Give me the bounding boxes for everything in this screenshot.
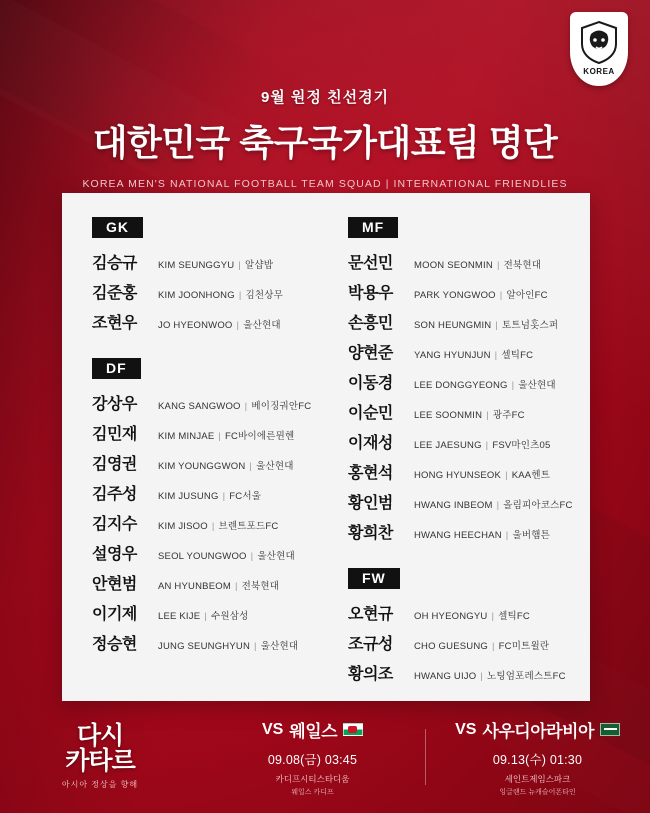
position-group-gk (92, 217, 310, 336)
player-club: 울산현대 (257, 550, 295, 562)
player-row (348, 276, 566, 306)
player-name-en: KIM YOUNGGWON (158, 460, 246, 472)
player-name-en-club (414, 497, 573, 511)
player-name-en: HWANG UIJO (414, 670, 477, 682)
separator: | (505, 529, 509, 541)
player-club: 브렌트포드FC (218, 520, 279, 532)
squad-column-left (92, 217, 310, 687)
player-row (348, 516, 566, 546)
match-vs-label: VS (261, 720, 284, 738)
player-row (348, 486, 573, 516)
player-club: FSV마인츠05 (492, 439, 551, 451)
player-row (348, 456, 566, 486)
separator: | (222, 490, 226, 502)
player-name-en: YANG HYUNJUN (414, 349, 491, 361)
player-club: FC서울 (229, 490, 262, 502)
player-club: 셀틱FC (498, 610, 530, 622)
player-name-en: HWANG HEECHAN (414, 529, 502, 541)
player-name-en: LEE SOONMIN (414, 409, 483, 421)
player-club: 광주FC (492, 409, 525, 421)
player-name-ko: 김영권 (92, 455, 137, 473)
player-row (92, 447, 310, 477)
player-name-ko: 조규성 (348, 635, 393, 653)
player-club: FC바이에른뮌헨 (225, 430, 295, 442)
squad-card (62, 193, 590, 701)
player-name-en: HONG HYUNSEOK (414, 469, 502, 481)
campaign-logo (0, 724, 200, 790)
separator: | (496, 259, 500, 271)
player-name-ko: 홍현석 (348, 464, 393, 482)
player-name-en: LEE JAESUNG (414, 439, 482, 451)
player-row (92, 276, 310, 306)
separator: | (505, 469, 508, 481)
player-name-en: CHO GUESUNG (414, 640, 488, 652)
separator: | (211, 520, 215, 532)
separator: | (496, 499, 500, 511)
squad-column-right (348, 217, 573, 687)
player-name-en-club (158, 638, 298, 652)
player-club: 울산현대 (518, 379, 556, 391)
player-club: 울산현대 (256, 460, 294, 472)
player-name-en: KANG SANGWOO (158, 400, 241, 412)
player-club: 울산현대 (260, 640, 299, 652)
player-name-en-club (414, 608, 530, 622)
player-name-en: SEOL YOUNGWOO (158, 550, 247, 562)
player-name-en-club (158, 458, 294, 472)
player-name-ko: 이재성 (348, 434, 393, 452)
player-name-en-club (414, 437, 551, 451)
match-opponent: 사우디아라비아 (482, 722, 594, 741)
separator: | (486, 409, 489, 421)
player-name-en-club (158, 317, 281, 331)
player-name-en: OH HYEONGYU (414, 610, 488, 622)
player-name-en-club (414, 527, 550, 541)
player-club: 베이징궈안FC (251, 400, 312, 412)
player-name-ko: 이순민 (348, 404, 393, 422)
separator: | (218, 430, 222, 442)
player-row (348, 306, 566, 336)
match-city: 잉글랜드 뉴캐슬어폰타인 (499, 789, 576, 796)
saudi-arabia-flag-icon (600, 723, 620, 736)
player-row (92, 477, 310, 507)
wales-flag-icon (343, 723, 363, 736)
player-row (348, 627, 566, 657)
player-name-en-club (158, 428, 294, 442)
separator: | (494, 349, 498, 361)
match-vs-label: VS (455, 720, 477, 738)
player-row (92, 246, 310, 276)
match-venue: 카디프시티스타디움 (275, 774, 350, 784)
separator: | (234, 580, 238, 592)
position-label: DF (92, 358, 141, 379)
player-row (92, 507, 310, 537)
player-club: 전북현대 (241, 580, 280, 592)
player-club: 노팅엄포레스트FC (487, 670, 566, 682)
player-name-en-club (414, 377, 556, 391)
separator: | (495, 319, 499, 331)
player-name-en-club (414, 347, 533, 361)
player-row (348, 336, 566, 366)
player-name-en-club (158, 608, 248, 622)
player-name-en-club (158, 287, 283, 301)
match-datetime: 09.13(수) 01:30 (492, 753, 583, 767)
player-name-ko: 조현우 (92, 314, 137, 332)
player-name-ko: 김민재 (92, 425, 137, 443)
player-name-en-club (414, 257, 541, 271)
player-name-en-club (414, 317, 558, 331)
player-row (92, 627, 310, 657)
player-club: 토트넘홋스퍼 (502, 319, 559, 331)
position-label: FW (348, 568, 400, 589)
separator: | (244, 400, 248, 412)
player-name-ko: 김준홍 (92, 284, 137, 302)
player-name-en: JUNG SEUNGHYUN (158, 640, 251, 652)
player-row (348, 657, 566, 687)
player-club: 알샵밥 (244, 259, 274, 271)
player-name-en: KIM JISOO (158, 520, 208, 532)
position-label: GK (92, 217, 143, 238)
player-name-en: KIM JUSUNG (158, 490, 219, 502)
player-row (348, 246, 566, 276)
player-name-ko: 황의조 (348, 665, 393, 683)
player-name-en: KIM SEUNGGYU (158, 259, 235, 271)
player-name-en: MOON SEONMIN (414, 259, 493, 271)
player-name-en-club (158, 518, 278, 532)
page-title: 대한민국 축구국가대표팀 명단 (92, 122, 558, 163)
player-club: KAA헨트 (511, 469, 551, 481)
player-club: 울산현대 (243, 319, 281, 331)
player-name-en-club (414, 668, 566, 682)
separator: | (491, 610, 495, 622)
separator: | (491, 640, 495, 652)
player-name-en-club (414, 638, 549, 652)
player-name-en: KIM MINJAE (158, 430, 215, 442)
player-name-en: LEE DONGGYEONG (414, 379, 508, 391)
match-opponent: 웨일스 (289, 722, 338, 741)
player-name-ko: 이기제 (92, 605, 137, 623)
player-name-ko: 황희찬 (348, 524, 393, 542)
player-name-ko: 김지수 (92, 515, 137, 533)
player-row (92, 417, 310, 447)
separator: | (236, 319, 240, 331)
separator: | (238, 289, 242, 301)
player-club: 울버햄튼 (512, 529, 550, 541)
player-name-en-club (414, 467, 550, 481)
match-datetime: 09.08(금) 03:45 (267, 753, 358, 767)
player-row (348, 426, 566, 456)
poster-footer (0, 701, 650, 813)
separator: | (250, 550, 254, 562)
player-club: 전북현대 (503, 259, 542, 271)
player-name-en: KIM JOONHONG (158, 289, 235, 301)
player-row (92, 387, 310, 417)
player-name-en-club (158, 548, 295, 562)
player-name-en-club (158, 257, 273, 271)
player-name-en-club (158, 398, 311, 412)
player-name-ko: 양현준 (348, 344, 393, 362)
player-club: 올림피아코스FC (503, 499, 573, 511)
player-name-ko: 황인범 (348, 494, 393, 512)
campaign-logo-line1: 다시 (76, 722, 124, 750)
position-group-mf (348, 217, 573, 546)
player-name-en-club (158, 578, 279, 592)
player-club: 셀틱FC (501, 349, 534, 361)
player-row (92, 306, 310, 336)
player-name-ko: 오현규 (348, 605, 393, 623)
player-name-ko: 이동경 (348, 374, 393, 392)
player-name-ko: 안현범 (92, 575, 137, 593)
player-name-en: SON HEUNGMIN (414, 319, 492, 331)
match-venue: 세인트제임스파크 (504, 774, 571, 784)
separator: | (511, 379, 515, 391)
player-name-ko: 박용우 (348, 284, 393, 302)
player-name-en-club (158, 488, 261, 502)
player-club: 알아인FC (506, 289, 548, 301)
separator: | (238, 259, 241, 271)
header-subtitle: KOREA MEN'S NATIONAL FOOTBALL TEAM SQUAD | INTERNATIONAL FRIENDLIES (82, 178, 568, 190)
player-name-en-club (414, 407, 525, 421)
player-name-ko: 김주성 (92, 485, 137, 503)
match-city: 웨일스 카디프 (291, 789, 334, 796)
player-name-en-club (414, 287, 548, 301)
player-name-ko: 정승현 (92, 635, 137, 653)
player-name-en: PARK YONGWOO (414, 289, 496, 301)
player-name-ko: 문선민 (348, 254, 393, 272)
player-name-en: AN HYUNBEOM (158, 580, 231, 592)
player-row (348, 366, 566, 396)
player-row (348, 396, 566, 426)
poster-header (0, 0, 650, 190)
player-club: 수원삼성 (210, 610, 249, 622)
separator: | (480, 670, 484, 682)
player-name-ko: 김승규 (92, 254, 137, 272)
player-name-en: LEE KIJE (158, 610, 201, 622)
crest-label: KOREA (583, 67, 615, 76)
player-row (348, 597, 566, 627)
match-fixture (425, 717, 650, 797)
campaign-logo-line2: 카타르 (65, 747, 135, 775)
player-name-en: HWANG INBEOM (414, 499, 493, 511)
position-group-df (92, 358, 310, 657)
position-group-fw (348, 568, 566, 687)
header-kicker: 9월 원정 친선경기 (260, 89, 390, 106)
player-club: 김천상무 (245, 289, 284, 301)
player-row (92, 597, 310, 627)
separator: | (204, 610, 207, 622)
player-row (92, 537, 310, 567)
match-fixture (200, 717, 425, 797)
player-name-ko: 설영우 (92, 545, 137, 563)
position-label: MF (348, 217, 398, 238)
player-name-ko: 손흥민 (348, 314, 393, 332)
player-name-en: JO HYEONWOO (158, 319, 233, 331)
player-club: FC미트윌란 (498, 640, 550, 652)
separator: | (249, 460, 253, 472)
player-name-ko: 강상우 (92, 395, 137, 413)
campaign-logo-subtitle: 아시아 정상을 향해 (61, 780, 139, 789)
separator: | (254, 640, 257, 652)
separator: | (485, 439, 489, 451)
player-row (92, 567, 310, 597)
separator: | (499, 289, 503, 301)
